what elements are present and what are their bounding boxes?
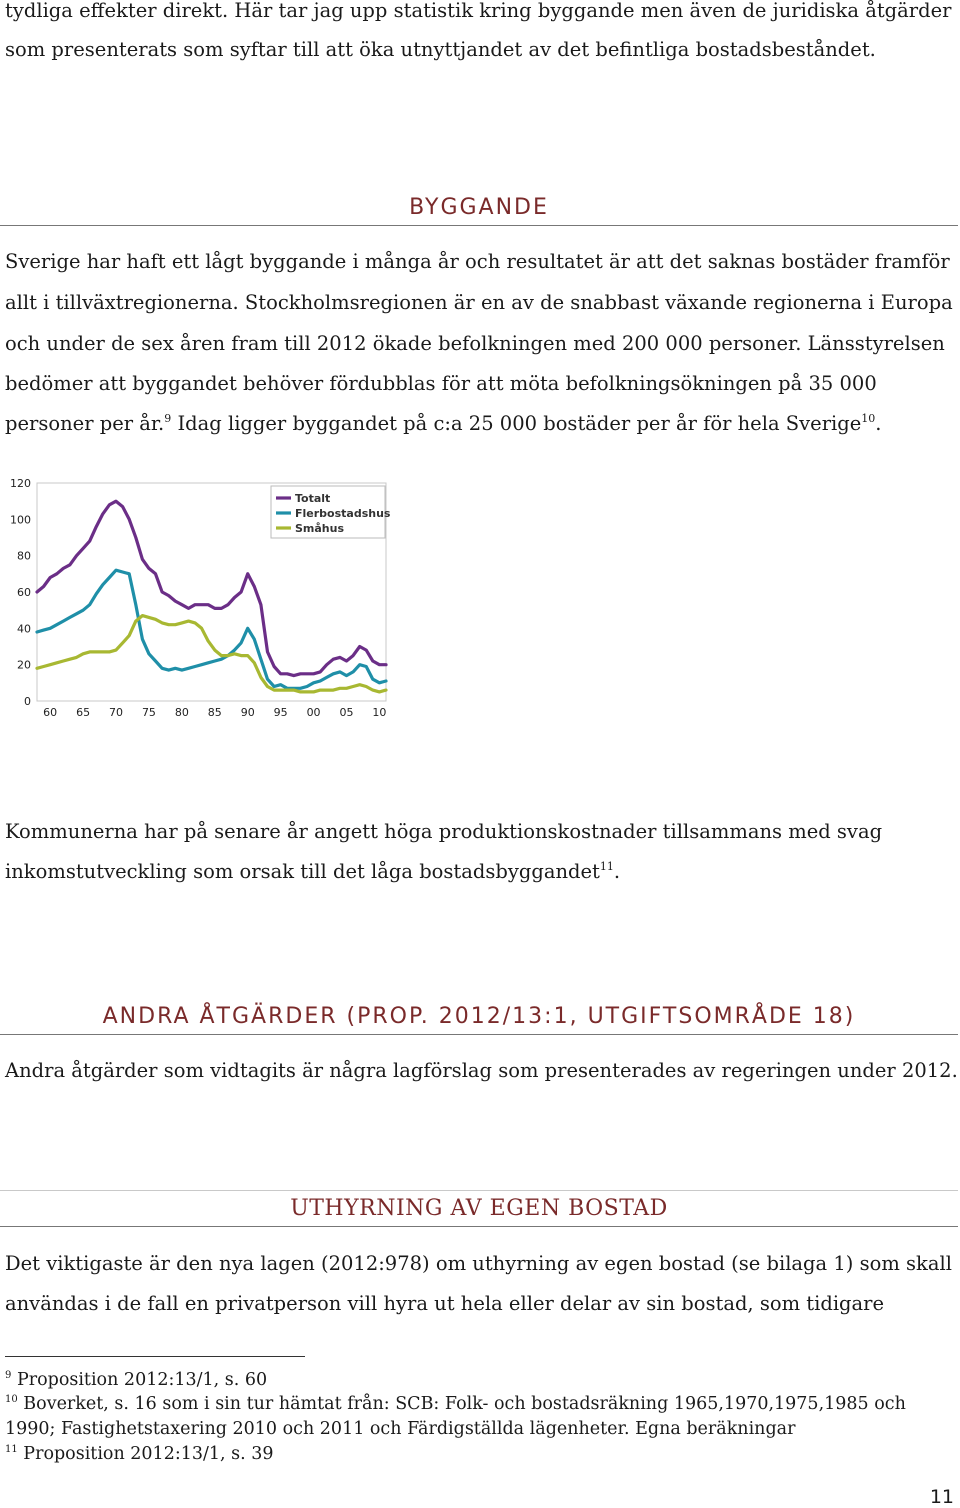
x-tick-label: 05	[339, 706, 354, 719]
y-tick-label: 100	[10, 513, 31, 527]
x-tick-label: 10	[372, 706, 387, 719]
housing-construction-chart	[5, 470, 405, 725]
intro-line-1: tydliga effekter direkt. Här tar jag upp statistik kring byggande men även de juridiska åtgärder	[5, 0, 952, 22]
section-heading-byggande: BYGGANDE	[409, 195, 549, 220]
andra-atgarder-line-1: Andra åtgärder som vidtagits är några lagförslag som presenterades av regeringen under 2012.	[5, 1059, 958, 1082]
section-rule	[0, 1226, 958, 1227]
byggande-line-2: allt i tillväxtregionerna. Stockholmsregionen är en av de snabbast växande regionerna i Europa	[5, 291, 953, 314]
x-tick-label: 90	[240, 706, 255, 719]
footnote-ref-9[interactable]: 9	[164, 412, 172, 425]
y-tick-label: 40	[17, 622, 31, 636]
series-line-sm-hus	[37, 616, 386, 692]
x-tick-label: 95	[273, 706, 288, 719]
byggande-line-5: personer per år.$^9$ Idag ligger byggandet på c:a 25 000 bostäder per år för hela Sverige$^{10}$.	[5, 412, 882, 435]
footnote-11: $^{11}$ Proposition 2012:13/1, s. 39	[5, 1444, 274, 1464]
footnote-10: $^{10}$ Boverket, s. 16 som i sin tur hämtat från: SCB: Folk- och bostadsräkning 1965,1970,1975,1985 och	[5, 1394, 906, 1414]
x-tick-label: 00	[306, 706, 321, 719]
section-heading-uthyrning: UTHYRNING AV EGEN BOSTAD	[290, 1196, 668, 1221]
series-line-flerbostadshus	[37, 570, 386, 688]
intro-line-2: som presenterats som syftar till att öka utnyttjandet av det befintliga bostadsbeståndet.	[5, 38, 876, 61]
y-tick-label: 60	[17, 586, 31, 599]
y-tick-label: 0	[24, 695, 31, 708]
kommunerna-line-2: inkomstutveckling som orsak till det låga bostadsbyggandet$^{11}$.	[5, 860, 621, 883]
legend-label: Totalt	[295, 492, 331, 505]
x-tick-label: 85	[207, 706, 222, 719]
section-rule	[0, 1034, 958, 1035]
footnote-9: $^9$ Proposition 2012:13/1, s. 60	[5, 1370, 268, 1390]
x-tick-label: 75	[141, 706, 156, 719]
footnote-ref-10[interactable]: 10	[861, 412, 876, 425]
footnote-separator	[5, 1356, 305, 1357]
y-tick-label: 120	[10, 477, 31, 490]
byggande-line-3: och under de sex åren fram till 2012 ökade befolkningen med 200 000 personer. Länsstyrelsen	[5, 332, 945, 355]
legend-label: Småhus	[295, 522, 345, 535]
section-rule	[0, 225, 958, 226]
section-rule-top	[0, 1190, 958, 1191]
byggande-line-1: Sverige har haft ett lågt byggande i många år och resultatet är att det saknas bostäder framför	[5, 250, 950, 273]
uthyrning-line-2: användas i de fall en privatperson vill hyra ut hela eller delar av sin bostad, som tidigare	[5, 1292, 885, 1315]
legend-label: Flerbostadshus	[295, 507, 391, 520]
y-tick-label: 20	[17, 658, 31, 672]
x-tick-label: 60	[43, 706, 58, 719]
footnote-10-cont: 1990; Fastighetstaxering 2010 och 2011 och Färdigställda lägenheter. Egna beräkningar	[5, 1419, 796, 1439]
kommunerna-line-1: Kommunerna har på senare år angett höga produktionskostnader tillsammans med svag	[5, 820, 883, 843]
x-tick-label: 80	[174, 706, 189, 719]
uthyrning-line-1: Det viktigaste är den nya lagen (2012:978) om uthyrning av egen bostad (se bilaga 1) som skall	[5, 1252, 952, 1275]
byggande-line-4: bedömer att byggandet behöver fördubblas för att möta befolkningsökningen på 35 000	[5, 372, 877, 395]
x-tick-label: 70	[109, 706, 124, 719]
x-tick-label: 65	[76, 706, 91, 719]
section-heading-andra-atgarder: ANDRA ÅTGÄRDER (PROP. 2012/13:1, UTGIFTSOMRÅDE 18)	[102, 1004, 856, 1029]
y-tick-label: 80	[17, 549, 31, 563]
page-number: 11	[929, 1486, 954, 1508]
footnote-ref-11[interactable]: 11	[599, 860, 614, 873]
